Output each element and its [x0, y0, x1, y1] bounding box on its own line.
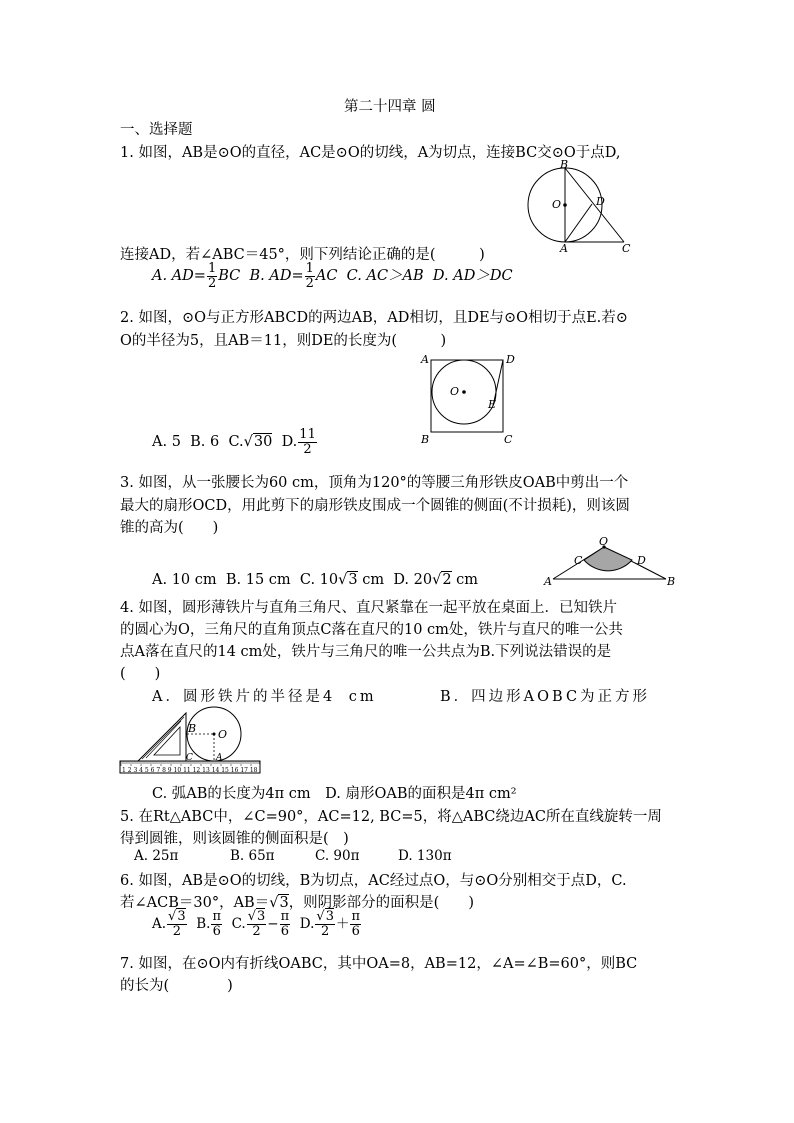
q2-fig-label-c: C — [504, 433, 513, 446]
q3-line2: 最大的扇形OCD，用此剪下的扇形铁皮围成一个圆锥的侧面(不计损耗)，则该圆 — [120, 498, 630, 514]
q6-opt-a: A. $\frac{√3}{2}$ — [152, 909, 186, 939]
q2-opt-a: A. 5 — [152, 434, 181, 451]
q5-opt-c: C. 90π — [315, 848, 360, 864]
q3-figure — [543, 534, 679, 586]
q1-options: A. AD= $\frac{1}{2}$ BC B. AD= $\frac{1}{2}$ AC C. AC＞AB D. AD＞DC — [152, 261, 513, 291]
section-heading: 一、选择题 — [120, 122, 193, 138]
q4-figure — [118, 703, 263, 777]
q6-opt-b: B. $\frac{\pi}{6}$ — [196, 909, 221, 939]
q2-opt-c: C.√30 — [228, 434, 273, 451]
q3-fig-label-a: A — [544, 575, 552, 586]
q4-fig-label-o: O — [218, 728, 228, 741]
q2-fig-label-d: D — [506, 353, 515, 366]
q4-opt-a: A．圆形铁片的半径是4 cm — [152, 689, 377, 705]
q4-line2: 的圆心为O，三角尺的直角顶点C落在直尺的10 cm处，铁片与直尺的唯一公共 — [120, 622, 623, 638]
q5-line2: 得到圆锥，则该圆锥的侧面积是( ) — [120, 831, 349, 847]
q1-fig-label-b: B — [560, 160, 569, 171]
q1-fig-label-o: O — [552, 198, 562, 211]
q2-fig-label-e: E — [488, 398, 497, 411]
q3-fig-label-c: C — [574, 554, 583, 567]
q4-fig-label-b: B — [188, 722, 197, 735]
q2-line1: 2. 如图，⊙O与正方形ABCD的两边AB，AD相切，且DE与⊙O相切于点E.若⊙ — [120, 310, 628, 326]
q4-fig-label-c: C — [186, 753, 193, 763]
q1-opt-b-pre: B. AD= — [249, 268, 304, 285]
q2-line2: O的半径为5，且AB＝11，则DE的长度为( ) — [120, 333, 447, 349]
q3-opt-c: C. 10√3 cm — [299, 572, 385, 588]
q1-fig-label-a: A — [560, 242, 568, 252]
q2-fig-label-o: O — [450, 385, 460, 398]
q2-opt-d: D. $\frac{11}{2}$ — [281, 427, 316, 457]
q3-line1: 3. 如图，从一张腰长为60 cm，顶角为120°的等腰三角形铁皮OAB中剪出一个 — [120, 475, 629, 491]
q1-opt-a-frac: $\frac{1}{2}$ — [207, 261, 217, 291]
q3-fig-label-d: D — [637, 554, 646, 567]
q6-opt-c: C. $\frac{√3}{2}$ − $\frac{\pi}{6}$ — [231, 909, 290, 939]
q3-opt-b: B. 15 cm — [225, 572, 291, 588]
q3-opt-d: D. 20√2 cm — [393, 572, 479, 588]
q4-opt-cd: C. 弧AB的长度为4π cm D. 扇形OAB的面积是4π cm² — [152, 786, 517, 802]
q4-line1: 4. 如图，圆形薄铁片与直角三角尺、直尺紧靠在一起平放在桌面上．已知铁片 — [120, 600, 617, 616]
q1-line1: 1. 如图，AB是⊙O的直径，AC是⊙O的切线，A为切点，连接BC交⊙O于点D, — [120, 145, 621, 161]
q1-opt-a-pre: A. AD= — [152, 268, 206, 285]
q1-opt-b-frac: $\frac{1}{2}$ — [305, 261, 314, 291]
chapter-title: 第二十四章 圆 — [344, 99, 436, 115]
q1-opt-c: C. AC＞AB — [346, 268, 424, 285]
q3-fig-label-o: O — [599, 535, 609, 548]
q6-opt-d: D. $\frac{√3}{2}$ ＋ $\frac{\pi}{6}$ — [299, 909, 361, 939]
q3-opt-a: A. 10 cm — [152, 572, 217, 588]
q4-fig-label-a: A — [216, 753, 223, 763]
q3-options — [152, 572, 478, 588]
q4-opt-b: B．四边形AOBC为正方形 — [440, 689, 651, 705]
q1-line2: 连接AD，若∠ABC＝45°，则下列结论正确的是( ) — [120, 247, 485, 263]
q6-line2: 若∠ACB＝30°，AB＝√3，则阴影部分的面积是( ) — [120, 895, 475, 911]
q4-line3: 点A落在直尺的14 cm处，铁片与三角尺的唯一公共点为B.下列说法错误的是 — [120, 644, 612, 660]
q1-fig-label-c: C — [622, 242, 631, 252]
q6-line1: 6. 如图，AB是⊙O的切线，B为切点，AC经过点O，与⊙O分别相交于点D，C. — [120, 873, 627, 889]
q5-opt-b: B. 65π — [230, 848, 275, 864]
q2-fig-label-a: A — [421, 353, 429, 366]
q7-line1: 7. 如图，在⊙O内有折线OABC，其中OA=8，AB=12，∠A=∠B=60°，则BC — [120, 956, 638, 972]
q1-opt-d: D. AD＞DC — [432, 268, 513, 285]
q7-line2: 的长为( ) — [120, 978, 233, 994]
q5-line1: 5. 在Rt△ABC中，∠C=90°，AC=12, BC=5，将△ABC绕边AC所在直线旋转一周 — [120, 809, 662, 825]
q4-ruler-numbers: 1 2 3 4 5 6 7 8 9 10 11 12 13 14 15 16 17 18 — [122, 767, 258, 774]
q2-options — [152, 428, 318, 456]
q4-line4: ( ) — [120, 666, 161, 682]
q3-line3: 锥的高为( ) — [120, 520, 219, 536]
q6-options — [152, 910, 362, 938]
q3-fig-label-b: B — [667, 575, 676, 586]
q1-fig-label-d: D — [596, 195, 605, 208]
q2-opt-b: B. 6 — [190, 434, 220, 451]
q5-opt-a: A. 25π — [134, 848, 179, 864]
q2-fig-label-b: B — [421, 433, 430, 446]
q5-opt-d: D. 130π — [398, 848, 452, 864]
q1-figure — [526, 160, 646, 252]
q2-figure — [418, 352, 518, 446]
